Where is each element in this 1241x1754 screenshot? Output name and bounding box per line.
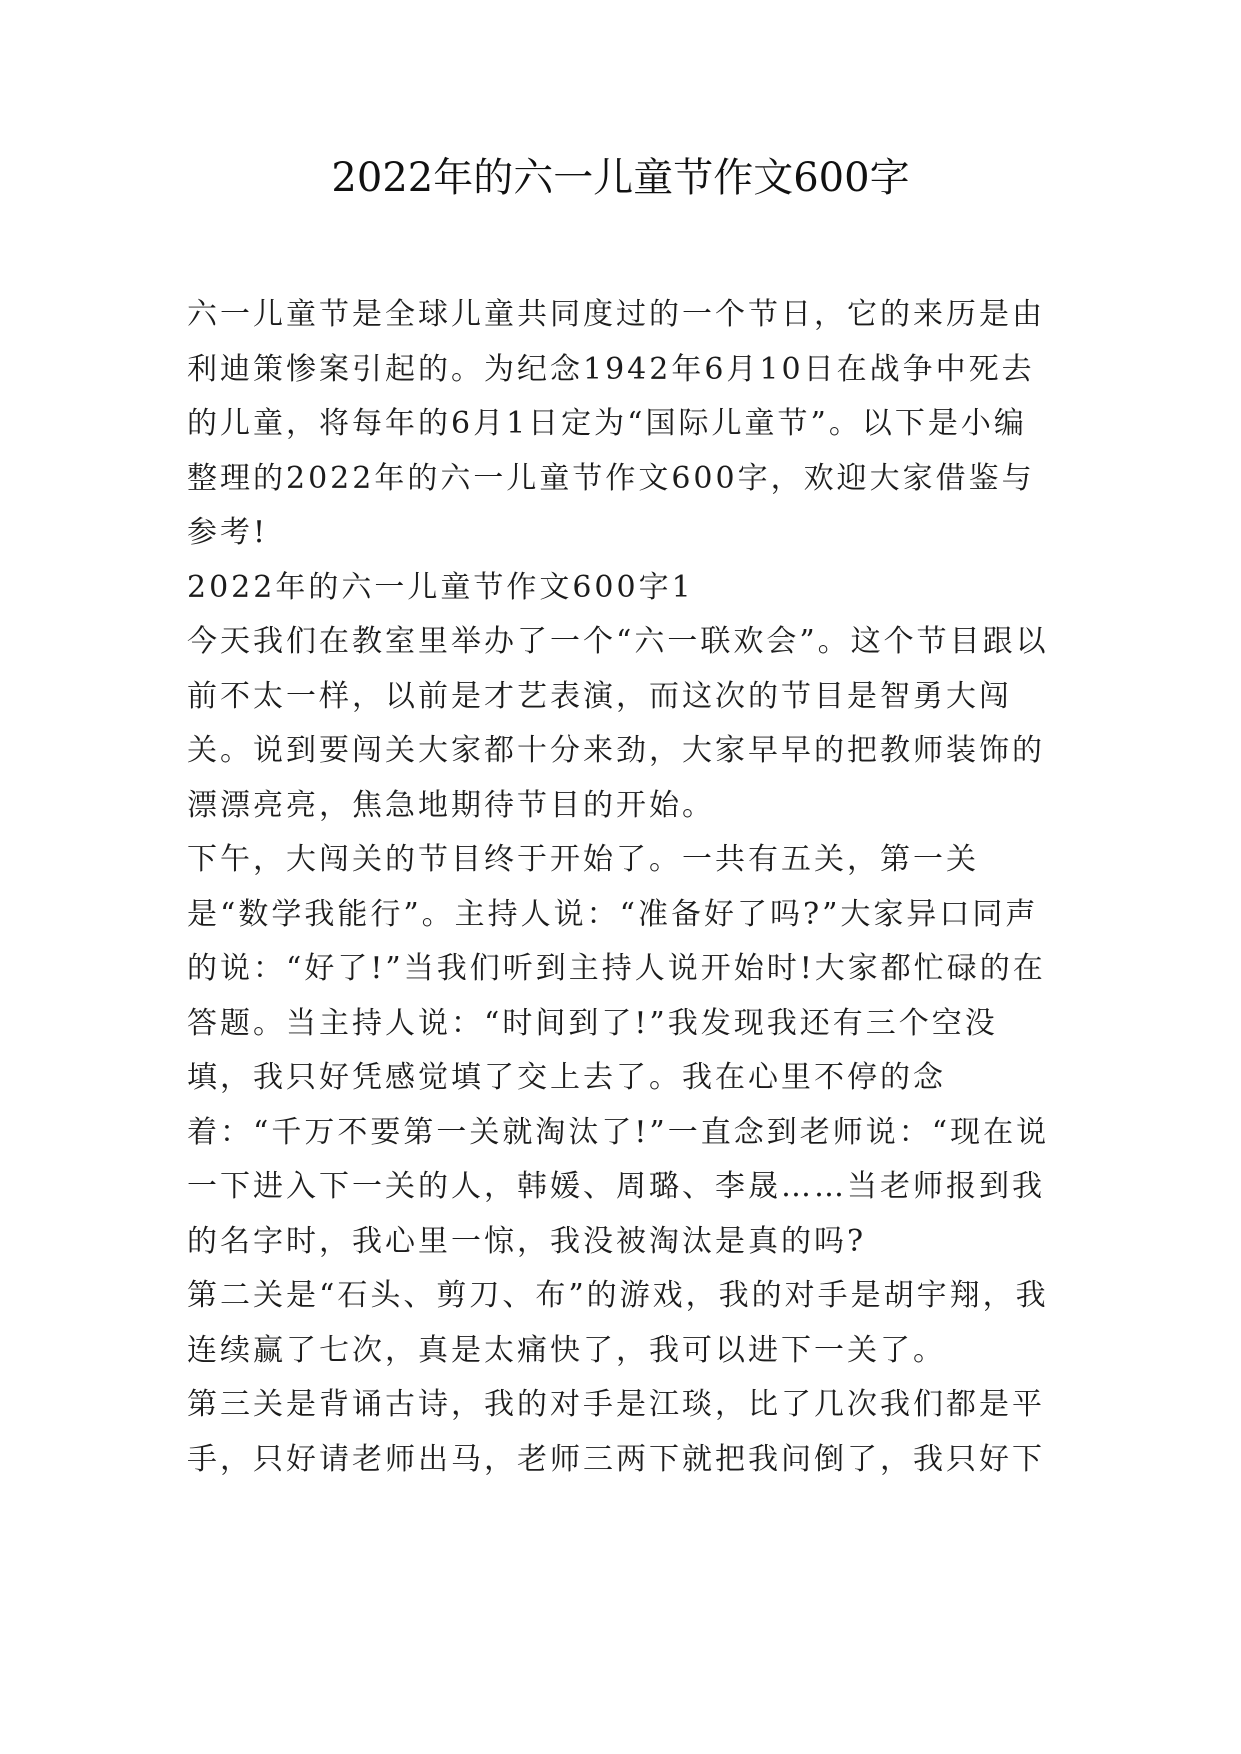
essay-paragraph-2: 下午，大闯关的节目终于开始了。一共有五关，第一关是“数学我能行”。主持人说：“准备好了吗?”大家异口同声的说：“好了!”当我们听到主持人说开始时!大家都忙碌的在答题。当主持人说：“时间到了!”我发现我还有三个空没填，我只好凭感觉填了交上去了。我在心里不停的念着：“千万不要第一关就淘汰了!”一直念到老师说：“现在说一下进入下一关的人，韩媛、周璐、李晟……当老师报到我的名字时，我心里一惊，我没被淘汰是真的吗? [187,842,1050,1259]
document-title: 2022年的六一儿童节作文600字 [331,155,910,201]
essay-paragraph-1: 今天我们在教室里举办了一个“六一联欢会”。这个节目跟以前不太一样，以前是才艺表演，而这次的节目是智勇大闯关。说到要闯关大家都十分来劲，大家早早的把教师装饰的漂漂亮亮，焦急地期待节目的开始。 [187,624,1049,823]
document-body [187,288,1057,1487]
essay-paragraph-3: 第二关是“石头、剪刀、布”的游戏，我的对手是胡宇翔，我连续赢了七次，真是太痛快了，我可以进下一关了。 [187,1278,1049,1368]
intro-paragraph: 六一儿童节是全球儿童共同度过的一个节日，它的来历是由利迪策惨案引起的。为纪念1942年6月10日在战争中死去的儿童，将每年的6月1日定为“国际儿童节”。以下是小编整理的2022年的六一儿童节作文600字，欢迎大家借鉴与参考! [187,297,1045,550]
essay-heading: 2022年的六一儿童节作文600字1 [187,569,694,605]
essay-paragraph-4: 第三关是背诵古诗，我的对手是江琰，比了几次我们都是平手，只好请老师出马，老师三两下就把我问倒了，我只好下 [187,1387,1045,1477]
